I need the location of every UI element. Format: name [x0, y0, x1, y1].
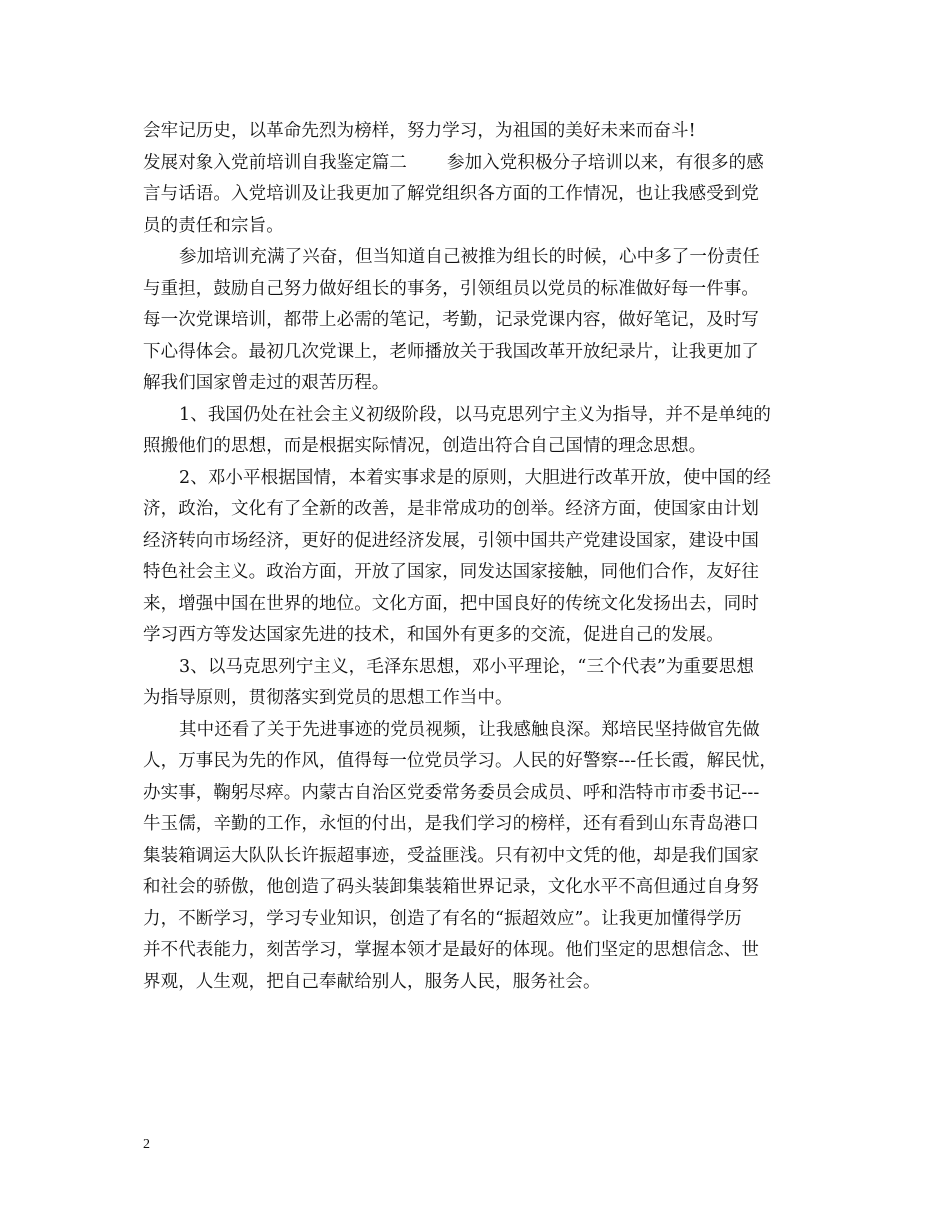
list-item-1: 1、我国仍处在社会主义初级阶段，以马克思列宁主义为指导，并不是单纯的 [179, 404, 772, 425]
text-line: 言与话语。入党培训及让我更加了解党组织各方面的工作情况，也让我感受到党 [143, 184, 759, 204]
list-item-2: 2、邓小平根据国情，本着实事求是的原则，大胆进行改革开放，使中国的经 [179, 467, 772, 488]
paragraph-start: 其中还看了关于先进事迹的党员视频，让我感触良深。郑培民坚持做官先做 [179, 719, 760, 740]
text-line: 人，万事民为先的作风，值得每一位党员学习。人民的好警察---任长霞，解民忧， [143, 751, 778, 771]
text-line: 会牢记历史，以革命先烈为榜样，努力学习，为祖国的美好未来而奋斗! [143, 121, 696, 141]
text-line: 和社会的骄傲，他创造了码头装卸集装箱世界记录，文化水平不高但通过自身努 [143, 877, 759, 897]
section-heading-line [143, 148, 811, 180]
text-line: 来，增强中国在世界的地位。文化方面，把中国良好的传统文化发扬出去，同时 [143, 593, 759, 614]
text-line: 照搬他们的思想，而是根据实际情况，创造出符合自己国情的理念思想。 [143, 436, 707, 456]
text-line: 牛玉儒，辛勤的工作，永恒的付出，是我们学习的榜样，还有看到山东青岛港口 [143, 814, 759, 834]
document-body [143, 116, 811, 998]
text-line: 力，不断学习，学习专业知识，创造了有名的“振超效应”。让我更加懂得学历 [143, 908, 742, 929]
text-line: 集装箱调运大队队长许振超事迹，受益匪浅。只有初中文凭的他，却是我们国家 [143, 845, 759, 866]
text-line: 济，政治，文化有了全新的改善，是非常成功的创举。经济方面，使国家由计划 [143, 499, 759, 519]
text-line: 学习西方等发达国家先进的技术，和国外有更多的交流，促进自己的发展。 [143, 625, 724, 645]
text-line: 并不代表能力，刻苦学习，掌握本领才是最好的体现。他们坚定的思想信念、世 [143, 940, 759, 960]
page-number: 2 [143, 1137, 150, 1152]
text-line: 下心得体会。最初几次党课上，老师播放关于我国改革开放纪录片，让我更加了 [143, 341, 759, 362]
text-line: 办实事，鞠躬尽瘁。内蒙古自治区党委常务委员会成员、呼和浩特市市委书记--- [143, 782, 760, 803]
text-line: 为指导原则，贯彻落实到党员的思想工作当中。 [143, 688, 513, 708]
paragraph-start: 参加培训充满了兴奋，但当知道自己被推为组长的时候，心中多了一份责任 [179, 247, 760, 267]
text-line: 经济转向市场经济，更好的促进经济发展，引领中国共产党建设国家，建设中国 [143, 530, 759, 551]
text-line: 界观，人生观，把自己奉献给别人，服务人民，服务社会。 [143, 971, 601, 992]
section-title: 发展对象入党前培训自我鉴定篇二 [143, 152, 407, 173]
text-line: 员的责任和宗旨。 [143, 215, 284, 236]
text-line: 特色社会主义。政治方面，开放了国家，同发达国家接触，同他们合作，友好往 [143, 562, 759, 582]
text-line: 每一次党课培训，都带上必需的笔记，考勤，记录党课内容，做好笔记，及时写 [143, 310, 759, 330]
text-line: 解我们国家曾走过的艰苦历程。 [143, 373, 390, 393]
section-first-sentence: 参加入党积极分子培训以来，有很多的感 [447, 152, 764, 173]
text-line: 与重担，鼓励自己努力做好组长的事务，引领组员以党员的标准做好每一件事。 [143, 278, 759, 299]
list-item-3: 3、以马克思列宁主义，毛泽东思想，邓小平理论，“三个代表”为重要思想 [179, 656, 754, 677]
